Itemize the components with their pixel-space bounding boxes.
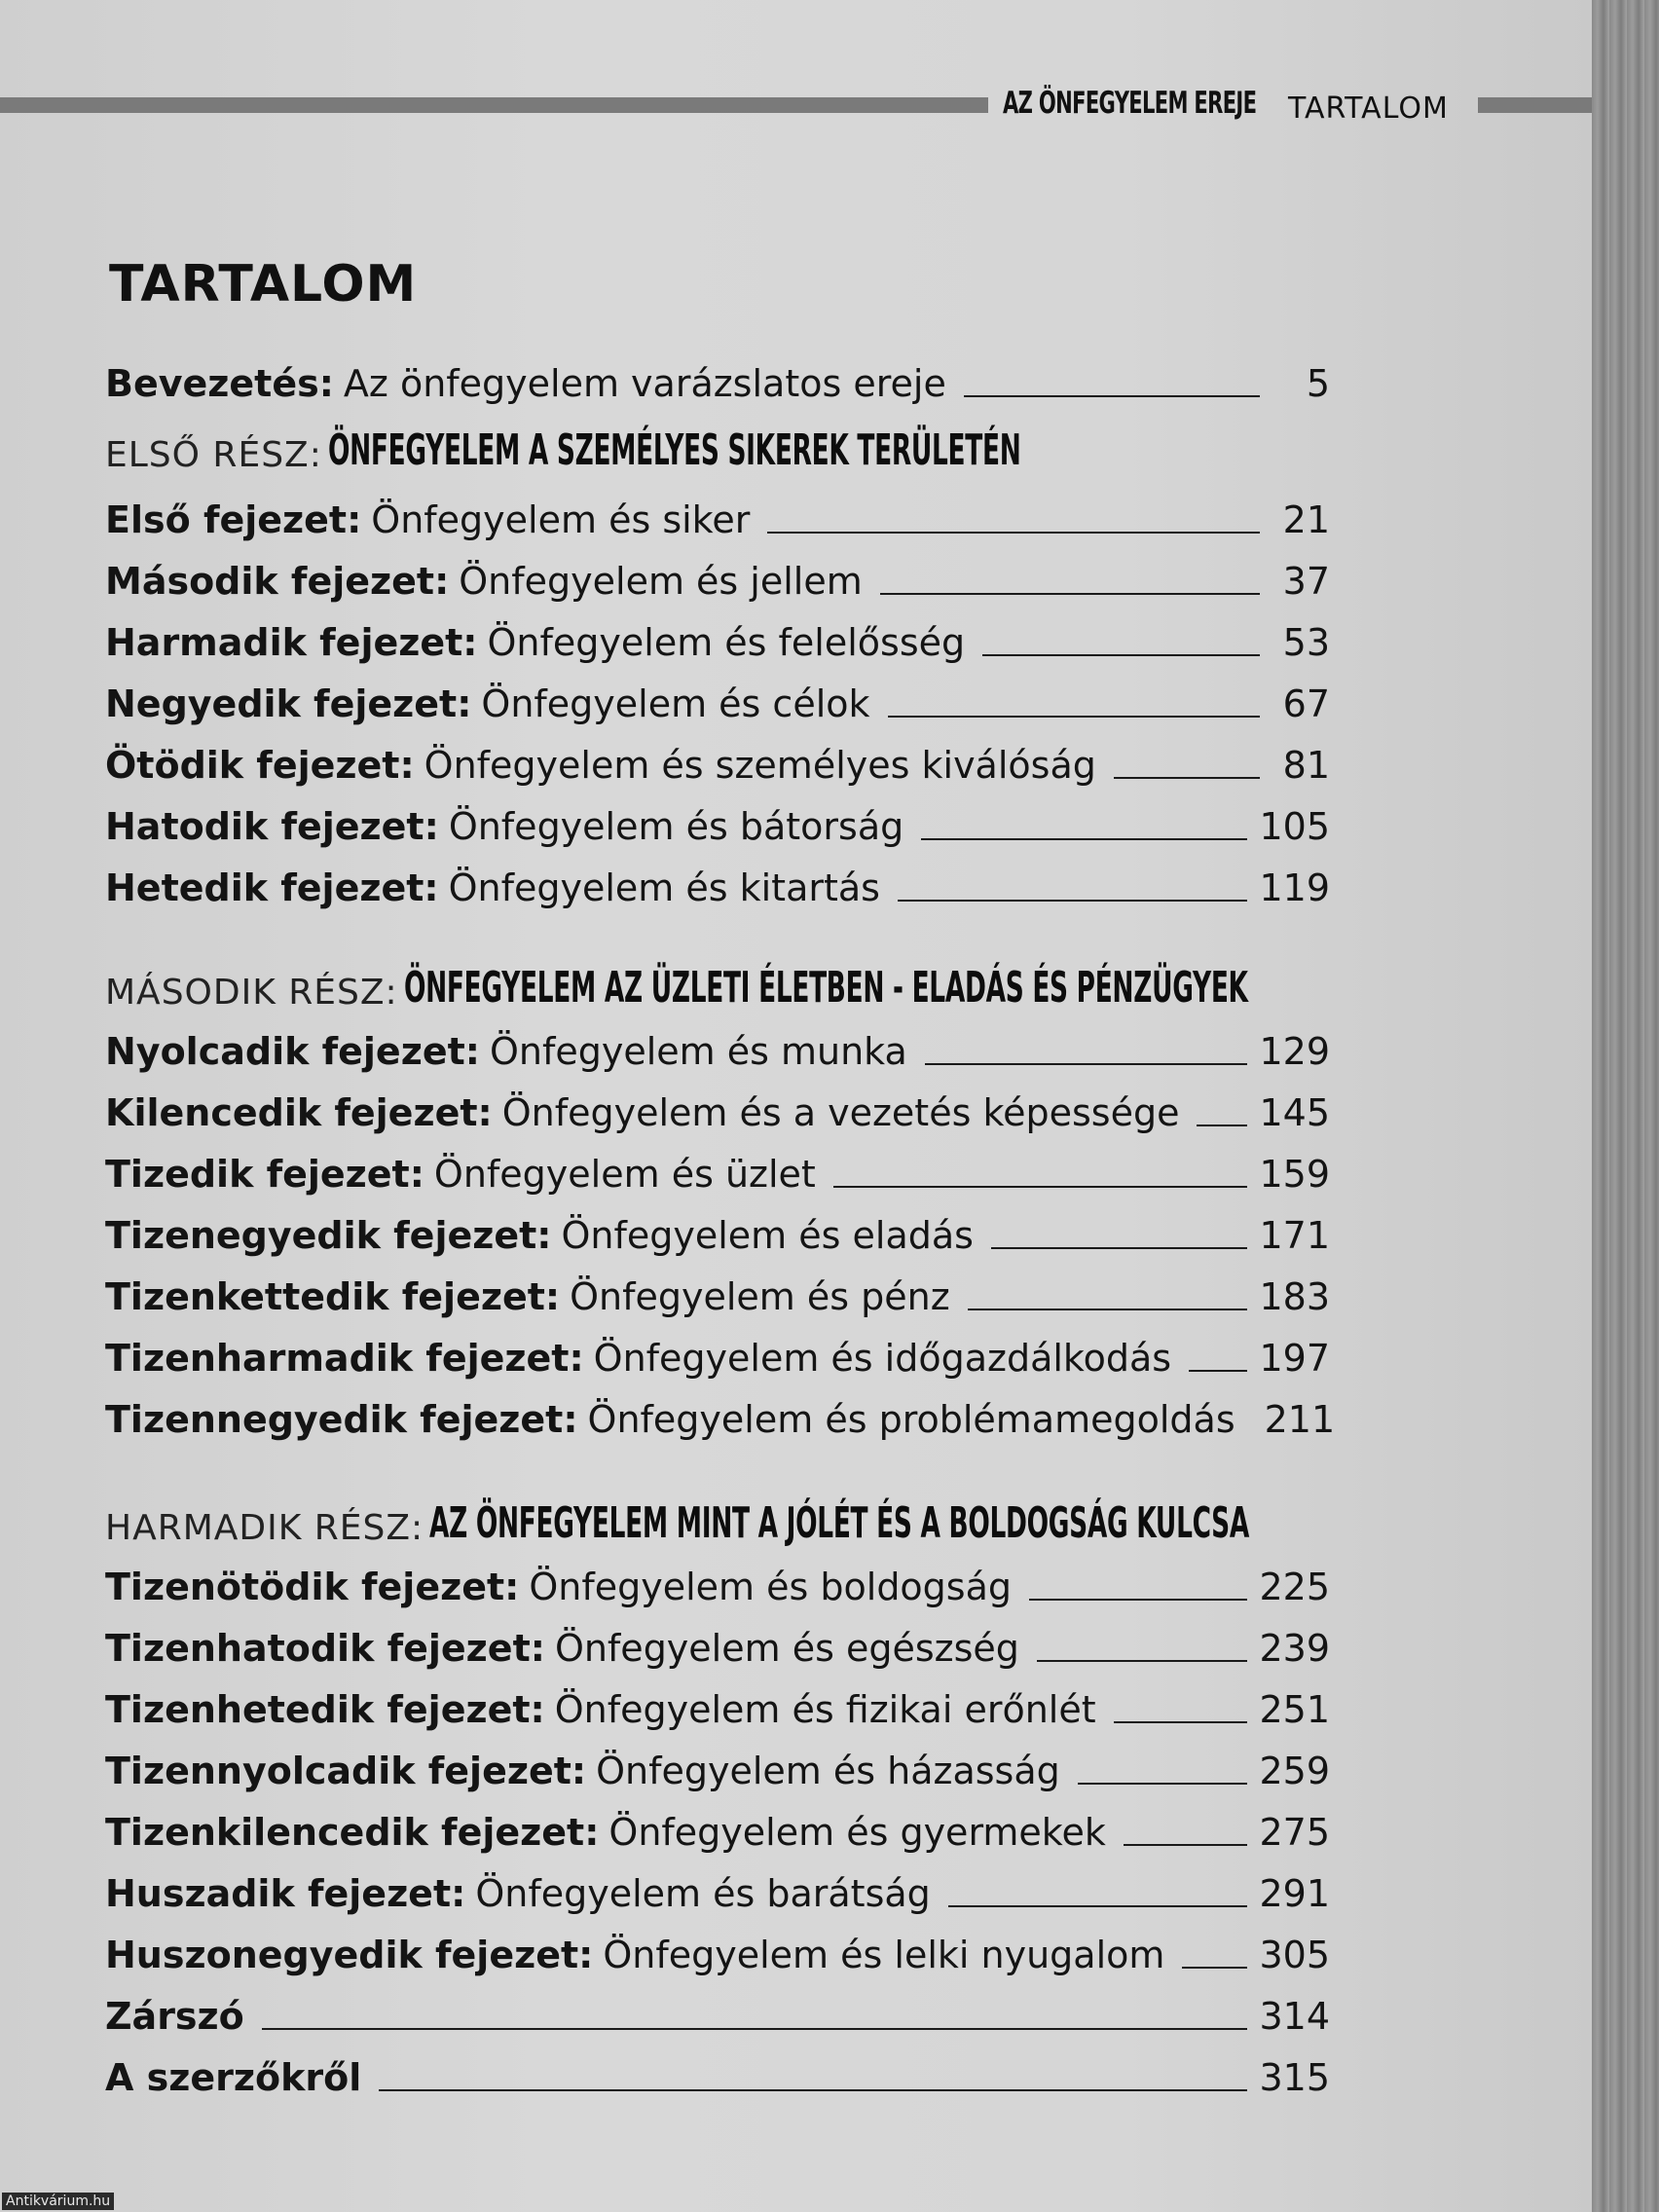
toc-entry-title: Önfegyelem és eladás	[561, 1214, 974, 1257]
toc-entry-title: Önfegyelem és célok	[481, 682, 870, 725]
toc-entry-label: Hatodik fejezet:	[105, 805, 439, 848]
toc-entry-page: 315	[1259, 2056, 1330, 2099]
toc-entry-page: 197	[1259, 1337, 1330, 1380]
toc-leader-line	[833, 1186, 1248, 1188]
toc-leader-line	[767, 532, 1260, 534]
toc-entry-page: 225	[1259, 1566, 1330, 1608]
toc-entry-title: Önfegyelem és a vezetés képessége	[501, 1091, 1180, 1134]
toc-entry	[105, 1022, 1330, 1073]
toc-entry-label: Tizenkilencedik fejezet:	[105, 1811, 600, 1854]
toc-entry-intro	[105, 354, 1330, 405]
toc-entry-page: 5	[1306, 362, 1330, 405]
toc-entry-title: Önfegyelem és lelki nyugalom	[603, 1934, 1165, 1976]
toc-entry-page: 251	[1259, 1688, 1330, 1731]
part-title: ÖNFEGYELEM A SZEMÉLYES SIKEREK TERÜLETÉN	[327, 425, 1021, 475]
toc-entry-title: Önfegyelem és fizikai erőnlét	[554, 1688, 1096, 1731]
toc-leader-line	[991, 1247, 1248, 1249]
toc-entry-page: 159	[1259, 1153, 1330, 1196]
toc-entry-label: Negyedik fejezet:	[105, 682, 472, 725]
toc-entry-title: Önfegyelem és kitartás	[448, 866, 880, 909]
toc-entry	[105, 1084, 1330, 1134]
toc-entry	[105, 736, 1330, 787]
toc-entry-label: Tizennegyedik fejezet:	[105, 1398, 578, 1441]
toc-entry-title: Önfegyelem és jellem	[459, 560, 863, 603]
toc-entry-label: Huszonegyedik fejezet:	[105, 1934, 594, 1976]
toc-entry-label: Tizedik fejezet:	[105, 1153, 424, 1196]
toc-leader-line	[948, 1905, 1248, 1907]
toc-leader-line	[1037, 1660, 1248, 1662]
toc-entry	[105, 1803, 1330, 1854]
toc-leader-line	[1078, 1783, 1248, 1785]
toc-entry	[105, 1268, 1330, 1318]
toc-leader-line	[1029, 1599, 1247, 1601]
toc-entry-page: 145	[1259, 1091, 1330, 1134]
part-title: AZ ÖNFEGYELEM MINT A JÓLÉT ÉS A BOLDOGSÁG KULCSA	[429, 1498, 1250, 1548]
toc-leader-line	[1114, 1721, 1248, 1723]
part-title: ÖNFEGYELEM AZ ÜZLETI ÉLETBEN - ELADÁS ÉS PÉNZÜGYEK	[403, 963, 1248, 1013]
toc-leader-line	[1197, 1124, 1247, 1126]
toc-entry-label: Tizenhetedik fejezet:	[105, 1688, 545, 1731]
book-spine-edge	[1592, 0, 1659, 2212]
toc-entry-label: Tizenkettedik fejezet:	[105, 1275, 561, 1318]
toc-entry-title: Önfegyelem és gyermekek	[608, 1811, 1106, 1854]
toc-entry-label: Kilencedik fejezet:	[105, 1091, 493, 1134]
toc-leader-line	[1114, 777, 1260, 779]
toc-leader-line	[968, 1309, 1248, 1310]
toc-entry	[105, 1206, 1330, 1257]
toc-entry-title: Önfegyelem és munka	[489, 1030, 907, 1073]
toc-entry-label: Hetedik fejezet:	[105, 866, 439, 909]
toc-entry-title: Önfegyelem és boldogság	[529, 1566, 1013, 1608]
toc-entry-label: Tizenötödik fejezet:	[105, 1566, 520, 1608]
toc-entry-page: 171	[1259, 1214, 1330, 1257]
toc-entry-title: Önfegyelem és bátorság	[448, 805, 904, 848]
toc-entry-page: 291	[1259, 1872, 1330, 1915]
toc-entry	[105, 1558, 1330, 1608]
toc-entry-page: 81	[1282, 744, 1330, 787]
toc-entry-page: 314	[1259, 1995, 1330, 2038]
toc-entry	[105, 1864, 1330, 1915]
toc-entry-title: Önfegyelem és egészség	[554, 1627, 1019, 1670]
part-heading-3	[105, 1490, 1659, 1548]
toc-entry	[105, 613, 1330, 664]
toc-entry-page: 259	[1259, 1750, 1330, 1792]
toc-entry-label: Ötödik fejezet:	[105, 744, 415, 787]
toc-entry-page: 67	[1282, 682, 1330, 725]
toc-entry	[105, 675, 1330, 725]
header-rule-left	[0, 97, 988, 113]
toc-entry-label: Tizenegyedik fejezet:	[105, 1214, 552, 1257]
toc-entry-label: Tizenharmadik fejezet:	[105, 1337, 584, 1380]
toc-entry-title: Önfegyelem és időgazdálkodás	[593, 1337, 1172, 1380]
toc-entry-label: Bevezetés:	[105, 362, 334, 405]
toc-entry-closing	[105, 1987, 1330, 2038]
toc-entry-label: Harmadik fejezet:	[105, 621, 478, 664]
toc-entry-label: Második fejezet:	[105, 560, 450, 603]
toc-leader-line	[964, 395, 1260, 397]
toc-entry-page: 21	[1282, 498, 1330, 541]
toc-leader-line	[921, 838, 1247, 840]
toc-entry	[105, 1145, 1330, 1196]
part-label: HARMADIK RÉSZ:	[105, 1508, 424, 1548]
toc-entry-page: 129	[1259, 1030, 1330, 1073]
part-label: MÁSODIK RÉSZ:	[105, 973, 398, 1013]
toc-entry	[105, 1619, 1330, 1670]
toc-entry-label: Első fejezet:	[105, 498, 362, 541]
toc-entry-authors	[105, 2048, 1330, 2099]
toc-entry-label: A szerzőkről	[105, 2056, 362, 2099]
toc-entry-page: 239	[1259, 1627, 1330, 1670]
toc-entry-title: Önfegyelem és problémamegoldás	[587, 1398, 1235, 1441]
toc-entry	[105, 1742, 1330, 1792]
toc-leader-line	[1182, 1967, 1247, 1969]
toc-leader-line	[1189, 1370, 1247, 1372]
toc-entry-title: Önfegyelem és felelősség	[487, 621, 966, 664]
toc-entry-title: Önfegyelem és pénz	[570, 1275, 950, 1318]
toc-entry-page: 119	[1259, 866, 1330, 909]
toc-leader-line	[262, 2028, 1248, 2030]
toc-entry-label: Huszadik fejezet:	[105, 1872, 466, 1915]
part-heading-1	[105, 417, 1483, 475]
toc-entry-title: Az önfegyelem varázslatos ereje	[343, 362, 946, 405]
toc-entry-title: Önfegyelem és személyes kiválóság	[424, 744, 1096, 787]
header-rule-right	[1478, 97, 1592, 113]
toc-entry-title: Önfegyelem és barátság	[475, 1872, 931, 1915]
toc-entry	[105, 1390, 1336, 1441]
toc-entry-label: Nyolcadik fejezet:	[105, 1030, 480, 1073]
toc-entry	[105, 859, 1330, 909]
toc-leader-line	[1124, 1844, 1248, 1846]
part-heading-2	[105, 954, 1659, 1013]
toc-leader-line	[880, 593, 1260, 595]
toc-entry-title: Önfegyelem és házasság	[596, 1750, 1060, 1792]
watermark: Antikvárium.hu	[2, 2193, 114, 2210]
toc-entry-page: 105	[1259, 805, 1330, 848]
toc-entry	[105, 552, 1330, 603]
running-header-section: TARTALOM	[1288, 92, 1449, 126]
toc-entry	[105, 797, 1330, 848]
toc-entry-title: Önfegyelem és üzlet	[433, 1153, 816, 1196]
toc-entry	[105, 1680, 1330, 1731]
toc-entry	[105, 1926, 1330, 1976]
toc-entry-page: 183	[1259, 1275, 1330, 1318]
running-header-book-title: AZ ÖNFEGYELEM EREJE	[1003, 86, 1257, 121]
page-title: TARTALOM	[109, 255, 418, 313]
toc-leader-line	[925, 1063, 1248, 1065]
toc-leader-line	[898, 900, 1247, 902]
toc-entry-page: 211	[1264, 1398, 1336, 1441]
toc-entry	[105, 1329, 1330, 1380]
toc-entry	[105, 491, 1330, 541]
part-label: ELSŐ RÉSZ:	[105, 435, 322, 475]
toc-entry-page: 37	[1282, 560, 1330, 603]
toc-entry-page: 275	[1259, 1811, 1330, 1854]
toc-entry-label: Tizennyolcadik fejezet:	[105, 1750, 587, 1792]
toc-entry-page: 53	[1282, 621, 1330, 664]
toc-leader-line	[888, 716, 1260, 718]
toc-leader-line	[982, 654, 1260, 656]
toc-entry-label: Zárszó	[105, 1995, 244, 2038]
toc-entry-page: 305	[1259, 1934, 1330, 1976]
toc-entry-title: Önfegyelem és siker	[371, 498, 751, 541]
toc-entry-label: Tizenhatodik fejezet:	[105, 1627, 545, 1670]
toc-leader-line	[379, 2089, 1247, 2091]
